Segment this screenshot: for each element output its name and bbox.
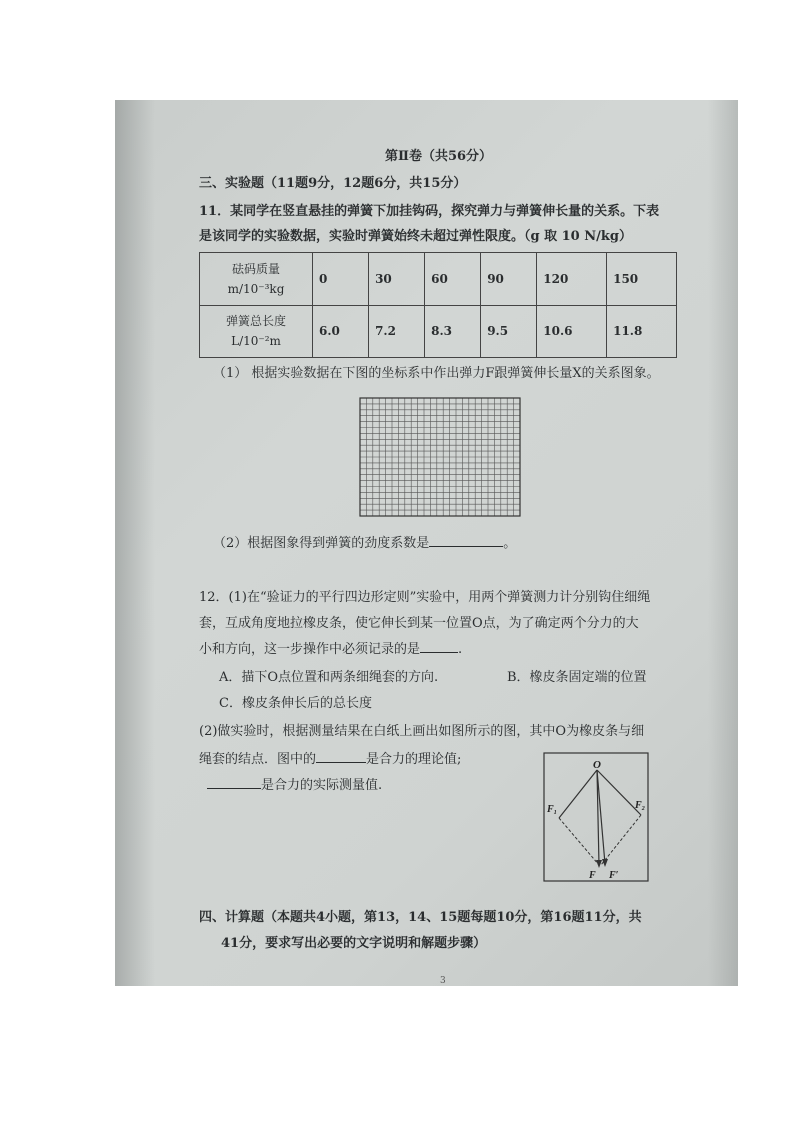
page-shadow-left <box>115 100 155 986</box>
mass-cell: 150 <box>607 253 677 306</box>
q12-part2-line2-text: 绳套的结点．图中的 <box>199 752 317 767</box>
length-cell: 6.0 <box>313 305 369 358</box>
q12-line3-text: 小和方向，这一步操作中必须记录的是 <box>199 642 421 657</box>
q12-part2-line2-suffix: 是合力的理论值; <box>366 752 462 767</box>
q12-option-a: A．描下O点位置和两条细绳套的方向. <box>219 670 439 685</box>
length-cell: 11.8 <box>607 305 677 358</box>
q12-line2: 套，互成角度地拉橡皮条，使它伸长到某一位置O点，为了确定两个分力的大 <box>199 616 639 631</box>
answer-blank[interactable] <box>316 748 366 763</box>
length-cell: 8.3 <box>425 305 481 358</box>
q12-option-c: C．橡皮条伸长后的总长度 <box>219 696 372 711</box>
answer-blank[interactable] <box>207 774 261 789</box>
length-cell: 9.5 <box>481 305 537 358</box>
q11-line1: 11．某同学在竖直悬挂的弹簧下加挂钩码，探究弹力与弹簧伸长量的关系。下表 <box>199 204 660 219</box>
q11-sub1: （1） 根据实验数据在下图的坐标系中作出弹力F跟弹簧伸长量X的关系图象。 <box>213 366 660 381</box>
parallelogram-dash-right <box>601 815 641 865</box>
blank-graph-grid <box>358 396 533 520</box>
q12-line3-suffix: . <box>458 642 463 657</box>
mass-label: 砝码质量 <box>231 261 280 276</box>
q12-line1: 12．(1)在“验证力的平行四边形定则”实验中，用两个弹簧测力计分别钩住细绳 <box>199 590 651 605</box>
q12-option-b: B．橡皮条固定端的位置 <box>507 670 647 685</box>
section4-line2: 41分，要求写出必要的文字说明和解题步骤） <box>221 936 487 951</box>
parallelogram-dash-left <box>559 818 599 865</box>
table-header-mass <box>200 253 313 306</box>
q11-line2: 是该同学的实验数据，实验时弹簧始终未超过弹性限度。（g 取 10 N/kg） <box>199 229 632 244</box>
table-row-length <box>200 305 677 358</box>
q12-part2-line2 <box>199 748 461 767</box>
mass-cell: 30 <box>369 253 425 306</box>
q11-sub2-text: （2）根据图象得到弹簧的劲度系数是 <box>213 536 430 551</box>
mass-cell: 0 <box>313 253 369 306</box>
mass-cell: 120 <box>537 253 607 306</box>
answer-blank[interactable] <box>420 638 458 653</box>
mass-cell: 90 <box>481 253 537 306</box>
part-title: 第Ⅱ卷（共56分） <box>385 149 493 164</box>
q12-part2-line3-suffix: 是合力的实际测量值. <box>261 778 383 793</box>
label-o: O <box>593 759 601 771</box>
page-number: 3 <box>440 976 446 986</box>
force-parallelogram-diagram <box>543 752 651 884</box>
mass-cell: 60 <box>425 253 481 306</box>
section3-title: 三、实验题（11题9分，12题6分，共15分） <box>199 176 467 191</box>
q11-data-table <box>199 252 677 358</box>
label-f: F <box>589 870 596 881</box>
page-shadow-right <box>708 100 738 986</box>
label-f2: F₂ <box>635 800 646 811</box>
q12-line3 <box>199 638 462 657</box>
q12-part2-line3 <box>207 774 382 793</box>
q11-sub2 <box>213 532 516 551</box>
q11-sub2-suffix: 。 <box>503 536 517 551</box>
f1-vector <box>559 770 597 818</box>
table-header-length <box>200 305 313 358</box>
q12-part2-line1: (2)做实验时，根据测量结果在白纸上画出如图所示的图，其中O为橡皮条与细 <box>199 724 645 739</box>
mass-unit: m/10⁻³kg <box>227 281 285 296</box>
f-arrowhead <box>596 860 602 868</box>
exam-page <box>115 100 738 986</box>
label-f-prime: F′ <box>609 870 619 881</box>
table-row-mass <box>200 253 677 306</box>
length-label: 弹簧总长度 <box>225 314 286 329</box>
label-f1: F₁ <box>547 804 558 815</box>
length-unit: L/10⁻²m <box>231 334 281 349</box>
section4-line1: 四、计算题（本题共4小题，第13，14、15题每题10分，第16题11分，共 <box>199 910 642 925</box>
answer-blank[interactable] <box>429 532 503 547</box>
length-cell: 10.6 <box>537 305 607 358</box>
length-cell: 7.2 <box>369 305 425 358</box>
